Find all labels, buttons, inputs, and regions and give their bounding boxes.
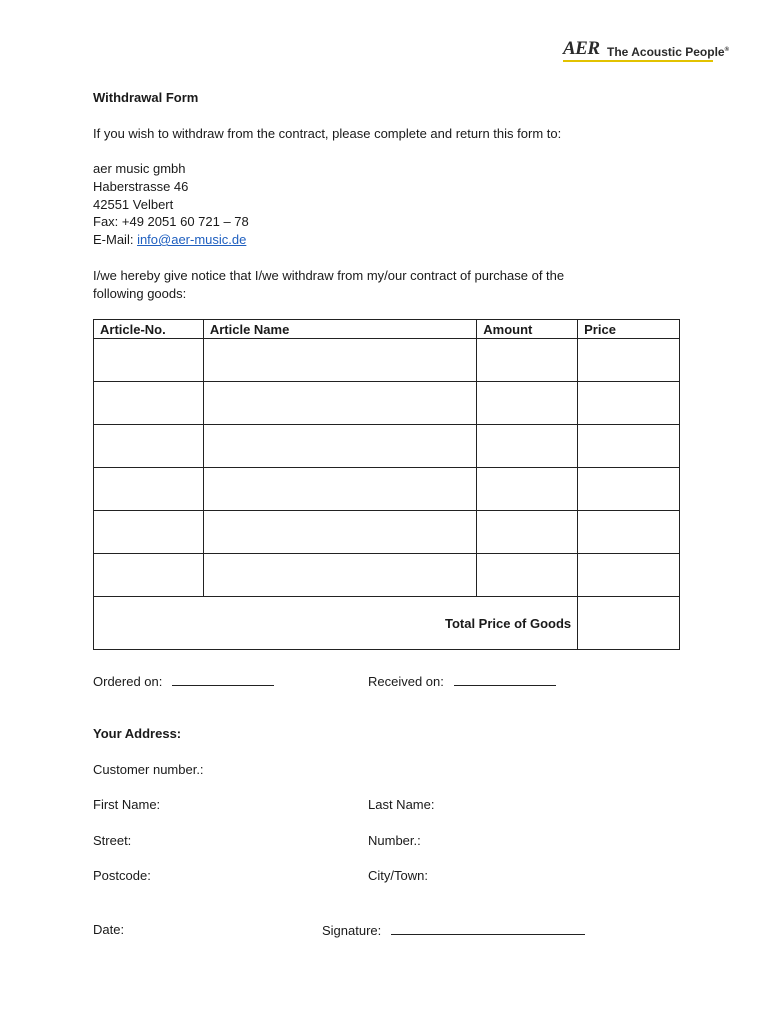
- price-cell[interactable]: [578, 511, 680, 554]
- price-cell[interactable]: [578, 468, 680, 511]
- table-header-row: [94, 320, 680, 339]
- customer-number-field[interactable]: Customer number.:: [93, 762, 204, 777]
- amount-cell[interactable]: [477, 425, 578, 468]
- form-title: Withdrawal Form: [93, 90, 199, 105]
- article-name-cell[interactable]: [203, 511, 476, 554]
- article-no-cell[interactable]: [94, 339, 204, 382]
- company-city: 42551 Velbert: [93, 197, 174, 212]
- total-price-cell[interactable]: [578, 597, 680, 650]
- notice-line-1: I/we hereby give notice that I/we withdraw from my/our contract of purchase of the: [93, 268, 565, 283]
- signature-label: Signature:: [322, 923, 382, 938]
- notice-line-2: following goods:: [93, 286, 187, 301]
- amount-cell[interactable]: [477, 382, 578, 425]
- price-cell[interactable]: [578, 554, 680, 597]
- price-cell[interactable]: [578, 339, 680, 382]
- table-row: [94, 468, 680, 511]
- date-field[interactable]: Date:: [93, 922, 125, 937]
- company-street: Haberstrasse 46: [93, 179, 189, 194]
- company-email-line: [93, 232, 246, 247]
- received-on-field[interactable]: [368, 673, 556, 689]
- article-name-cell[interactable]: [203, 339, 476, 382]
- ordered-on-label: Ordered on:: [93, 674, 163, 689]
- header-amount: Amount: [477, 320, 578, 339]
- goods-table: [93, 319, 680, 650]
- postcode-field[interactable]: Postcode:: [93, 868, 151, 883]
- first-name-field[interactable]: First Name:: [93, 797, 161, 812]
- email-link[interactable]: info@aer-music.de: [137, 232, 247, 247]
- received-on-blank[interactable]: [454, 673, 556, 686]
- logo-tagline: The Acoustic People®: [607, 45, 730, 59]
- ordered-on-field[interactable]: [93, 673, 274, 689]
- last-name-field[interactable]: Last Name:: [368, 797, 435, 812]
- city-town-field[interactable]: City/Town:: [368, 868, 428, 883]
- table-row: [94, 511, 680, 554]
- article-no-cell[interactable]: [94, 425, 204, 468]
- table-row: [94, 339, 680, 382]
- company-fax: Fax: +49 2051 60 721 – 78: [93, 214, 249, 229]
- header-price: Price: [578, 320, 680, 339]
- received-on-label: Received on:: [368, 674, 444, 689]
- signature-field[interactable]: [322, 922, 585, 938]
- article-no-cell[interactable]: [94, 511, 204, 554]
- registered-mark: ®: [724, 47, 730, 53]
- email-label: E-Mail:: [93, 232, 138, 247]
- header-article-no: Article-No.: [94, 320, 204, 339]
- article-name-cell[interactable]: [203, 425, 476, 468]
- total-row: [94, 597, 680, 650]
- company-name: aer music gmbh: [93, 161, 186, 176]
- number-field[interactable]: Number.:: [368, 833, 421, 848]
- price-cell[interactable]: [578, 425, 680, 468]
- total-price-label: Total Price of Goods: [94, 597, 578, 650]
- signature-blank[interactable]: [391, 922, 585, 935]
- company-logo: [563, 38, 730, 64]
- article-name-cell[interactable]: [203, 554, 476, 597]
- ordered-on-blank[interactable]: [172, 673, 274, 686]
- intro-text: If you wish to withdraw from the contract, please complete and return this form to:: [93, 126, 562, 141]
- article-no-cell[interactable]: [94, 554, 204, 597]
- amount-cell[interactable]: [477, 554, 578, 597]
- price-cell[interactable]: [578, 382, 680, 425]
- table-row: [94, 425, 680, 468]
- amount-cell[interactable]: [477, 339, 578, 382]
- amount-cell[interactable]: [477, 468, 578, 511]
- article-name-cell[interactable]: [203, 468, 476, 511]
- article-name-cell[interactable]: [203, 382, 476, 425]
- logo-underline: [563, 60, 713, 62]
- article-no-cell[interactable]: [94, 382, 204, 425]
- article-no-cell[interactable]: [94, 468, 204, 511]
- amount-cell[interactable]: [477, 511, 578, 554]
- table-row: [94, 554, 680, 597]
- header-article-name: Article Name: [203, 320, 476, 339]
- table-row: [94, 382, 680, 425]
- logo-mark: AER: [563, 38, 600, 59]
- your-address-heading: Your Address:: [93, 726, 182, 741]
- street-field[interactable]: Street:: [93, 833, 132, 848]
